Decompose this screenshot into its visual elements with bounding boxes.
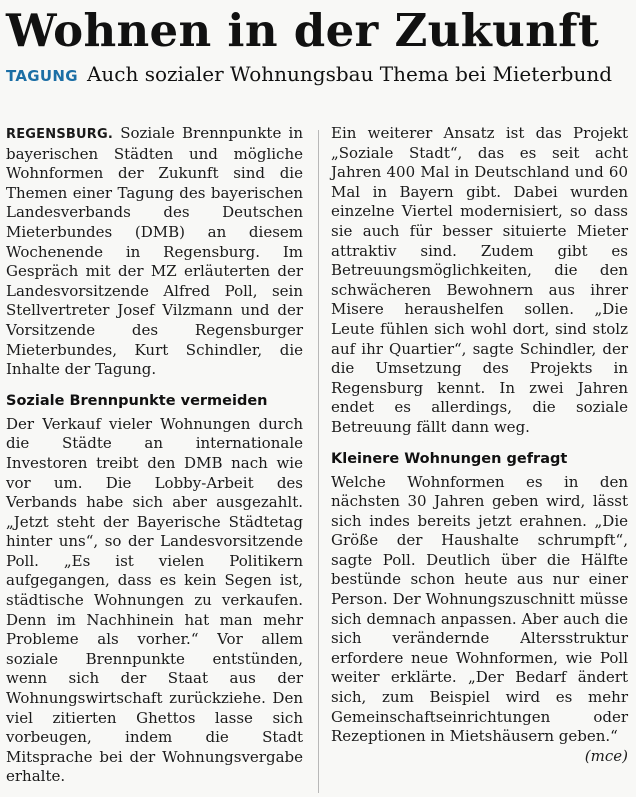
section-text-wohnungen-wrap bbox=[331, 472, 628, 765]
section-text-brennpunkte: Der Verkauf vieler Wohnungen durch die Städte an internationale Investoren treibt den DMB nach wie vor um. Die Lobby-Arbeit des Verbands habe sich aber ausgezahlt. „Jetzt steht der Bayerische Städtetag hinter uns“, so der Landesvorsitzende Poll. „Es ist vielen Politikern aufgegangen, dass es kein Segen ist, städtische Wohnungen zu verkaufen. Denn im Nachhinein hat man mehr Probleme als vorher.“ Vor allem soziale Brennpunkte entstünden, wenn sich der Staat aus der Wohnungswirtschaft zurückziehe. Den viel zitierten Ghettos lasse sich vorbeugen, indem die Stadt Mitsprache bei der Wohnungsvergabe erhalte. bbox=[6, 414, 303, 786]
column-left bbox=[6, 124, 303, 787]
section-heading-wohnungen: Kleinere Wohnungen gefragt bbox=[331, 450, 568, 467]
subline bbox=[6, 61, 628, 89]
author-initials: (mce) bbox=[584, 746, 628, 765]
subtitle: Auch sozialer Wohnungsbau Thema bei Mieterbund bbox=[86, 62, 613, 86]
headline: Wohnen in der Zukunft bbox=[6, 4, 599, 57]
newspaper-article bbox=[0, 4, 636, 797]
intro-paragraph bbox=[6, 124, 303, 380]
section-heading-brennpunkte: Soziale Brennpunkte vermeiden bbox=[6, 392, 268, 409]
dateline: REGENSBURG. bbox=[6, 127, 113, 142]
section-text-wohnungen: Welche Wohnformen es in den nächsten 30 Jahren geben wird, lässt sich indes bereits jetzt erahnen. „Die Größe der Haushalte schrumpft“, sagte Poll. Deutlich über die Hälfte bestünde schon heute aus nur einer Person. Der Wohnungszuschnitt müsse sich demnach anpassen. Aber auch die sich verändernde Altersstruktur erfordere neue Wohnformen, wie Poll weiter erklärte. „Der Bedarf ändert sich, zum Beispiel wird es mehr Gemeinschaftseinrichtungen oder Rezeptionen in Mietshäusern geben.“ bbox=[331, 472, 628, 746]
intro-text: Soziale Brennpunkte in bayerischen Städten und mögliche Wohnformen der Zukunft sind die Themen einer Tagung des bayerischen Landesverbands des Deutschen Mieterbundes (DMB) an diesem Wochenende in Regensburg. Im Gespräch mit der MZ erläuterten der Landesvorsitzende Alfred Poll, sein Stellvertreter Josef Vilzmann und der Vorsitzende des Regensburger Mieterbundes, Kurt Schindler, die Inhalte der Tagung. bbox=[6, 124, 303, 379]
column-right bbox=[331, 124, 628, 787]
kicker: TAGUNG bbox=[6, 67, 78, 85]
column2-paragraph: Ein weiterer Ansatz ist das Projekt „Soziale Stadt“, das es seit acht Jahren 400 Mal in Deutschland und 60 Mal in Bayern gibt. Dabei wurden einzelne Viertel modernisiert, so dass sie auch für besser situierte Mieter attraktiv sind. Zudem gibt es Betreuungsmöglichkeiten, die den schwächeren Bewohnern aus ihrer Misere heraushelfen sollen. „Die Leute fühlen sich wohl dort, sind stolz auf ihr Quartier“, sagte Schindler, der die Umsetzung des Projekts in Regensburg kennt. In zwei Jahren endet es allerdings, die soziale Betreuung fällt dann weg. bbox=[331, 124, 628, 436]
article-columns bbox=[6, 124, 628, 787]
